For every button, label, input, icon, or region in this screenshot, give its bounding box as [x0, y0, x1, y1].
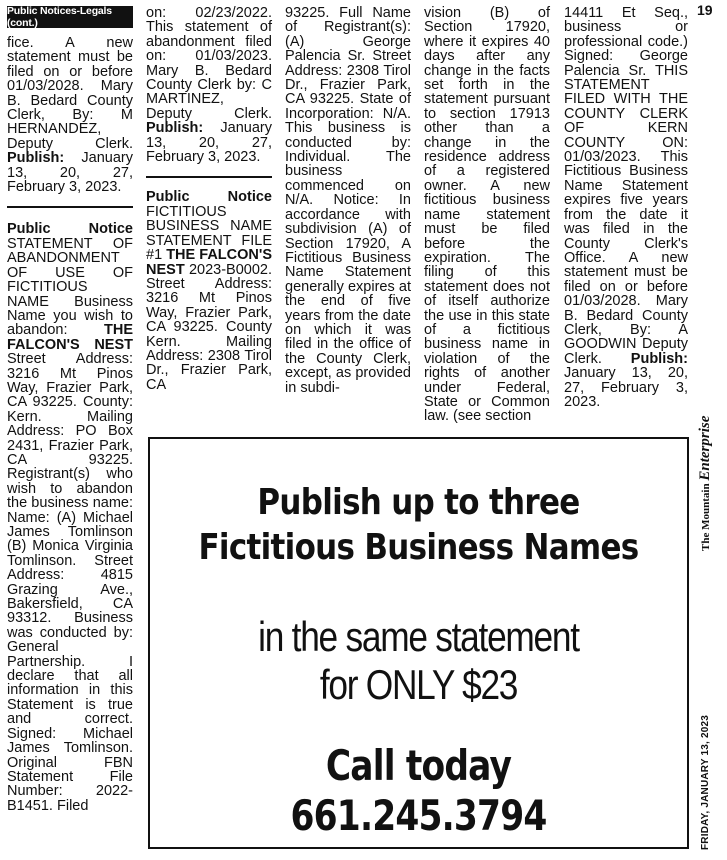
publish-label: Publish:	[630, 350, 688, 367]
newspaper-name-prefix: The Mountain	[699, 483, 712, 551]
notice-text: Business Name you wish to abandon:	[7, 293, 133, 339]
page-number: 19	[697, 2, 713, 18]
side-date: FRIDAY, JANUARY 13, 2023	[699, 714, 711, 850]
newspaper-name-main: Enterprise	[696, 415, 713, 481]
statement-title: STATEMENT OF ABANDONMENT OF USE OF FICTITIOUS NAME	[7, 235, 133, 310]
publish-dates: January 13, 20, 27, February 3, 2023.	[7, 150, 133, 196]
publish-label: Publish:	[146, 120, 204, 137]
advertisement-box	[148, 437, 689, 849]
notice-text: on: 02/23/2022. This statement of abandonment filed on: 01/03/2023. Mary B. Bedard County Clerk by: C MARTINEZ, Deputy Clerk.	[146, 5, 272, 122]
ad-subline-2: for ONLY $23	[319, 661, 518, 708]
notice-heading	[146, 190, 272, 204]
publish-label: Publish:	[7, 150, 65, 167]
notice-heading-word1: Public	[146, 189, 190, 206]
ad-subline-1: in the same statement	[258, 613, 579, 660]
notice-continuation	[146, 6, 272, 164]
fbn-notice	[146, 205, 272, 392]
notice-heading	[7, 222, 133, 236]
column-5	[564, 6, 688, 409]
notice-heading-word2: Notice	[227, 189, 272, 206]
notice-text: 14411 Et Seq., business or professional code.) Signed: George Palencia Sr. THIS STATEMENT FILED WITH THE COUNTY CLERK OF KERN COUNTY ON: 01/03/2023. This Fictitious Business Name Statement expires five years from the date it was filed in the County Clerk's Office. A new statement must be filed on or before 01/03/2028. Mary B. Bedard County Clerk, By: A GOODWIN Deputy Clerk.	[564, 5, 688, 367]
notice-heading-word1: Public	[7, 221, 51, 238]
publish-dates: January 13, 20, 27, February 3, 2023.	[564, 365, 688, 410]
notice-continuation	[7, 36, 133, 194]
business-name: THE FALCON'S NEST	[7, 322, 133, 353]
column-4	[424, 6, 550, 424]
notice-text: 2023-B0002. Street Address: 3216 Mt Pinos Way, Frazier Park, CA 93225. County Kern. Mailing Address: 2308 Tirol Dr., Frazier Park, CA	[146, 261, 272, 393]
publish-dates: January 13, 20, 27, February 3, 2023.	[146, 120, 272, 166]
notice-heading-word2: Notice	[88, 221, 133, 238]
notice-text: Street Address: 3216 Mt Pinos Way, Frazier Park, CA 93225. County: Kern. Mailing Address: PO Box 2431, Frazier Park, CA 93225. Registrant(s) who wish to abandon the business name: Name: (A) Michael James Tomlinson (B) Monica Virginia Tomlinson. Street Address: 4815 Grazing Ave., Bakersfield, CA 93312. Business was conducted by: General Partnership. I declare that all information in this Statement is true and correct. Signed: Michael James Tomlinson. Original FBN Statement File Number: 2022-B1451. Filed	[7, 351, 133, 814]
side-banner	[692, 140, 718, 860]
business-name: THE FALCON'S NEST	[146, 247, 272, 278]
column-1	[7, 36, 133, 813]
notice-end	[564, 6, 688, 409]
notice-text: vision (B) of Section 17920, where it expires 40 days after any change in the facts set forth in the statement pursuant to section 17913 other than a change in the residence address of a registered owner. A new fictitious business name statement must be filed before the expiration. The filing of this statement does not of itself authorize the use in this state of a fictitious business name in violation of the rights of another under Federal, State or Common law. (see section	[424, 5, 550, 425]
notice-text: fice. A new statement must be filed on or before 01/03/2028. Mary B. Bedard County Clerk, By: M HERNANDEZ, Deputy Clerk.	[7, 35, 133, 152]
section-tag: Public Notices-Legals (cont.)	[7, 6, 133, 28]
notice-divider	[146, 176, 272, 178]
newspaper-name	[697, 416, 714, 551]
column-3	[285, 6, 411, 395]
abandonment-notice	[7, 237, 133, 813]
statement-title: FICTITIOUS BUSINESS NAME STATEMENT FILE #1	[146, 203, 272, 264]
ad-call-to-action: Call today 661.245.3794	[290, 741, 547, 840]
ad-headline-1: Publish up to three	[257, 482, 580, 523]
notice-text: 93225. Full Name of Registrant(s): (A) George Palencia Sr. Street Address: 2308 Tirol Dr., Frazier Park, CA 93225. State of Incorporation: N/A. This business is conducted by: Individual. The business commenced on N/A. Notice: In accordance with subdivision (A) of Section 17920, A Fictitious Business Name Statement generally expires at the end of five years from the date on which it was filed in the office of the County Clerk, except, as provided in subdi-	[285, 5, 411, 396]
ad-headline-2: Fictitious Business Names	[198, 527, 639, 568]
notice-divider	[7, 206, 133, 208]
column-2	[146, 6, 272, 392]
